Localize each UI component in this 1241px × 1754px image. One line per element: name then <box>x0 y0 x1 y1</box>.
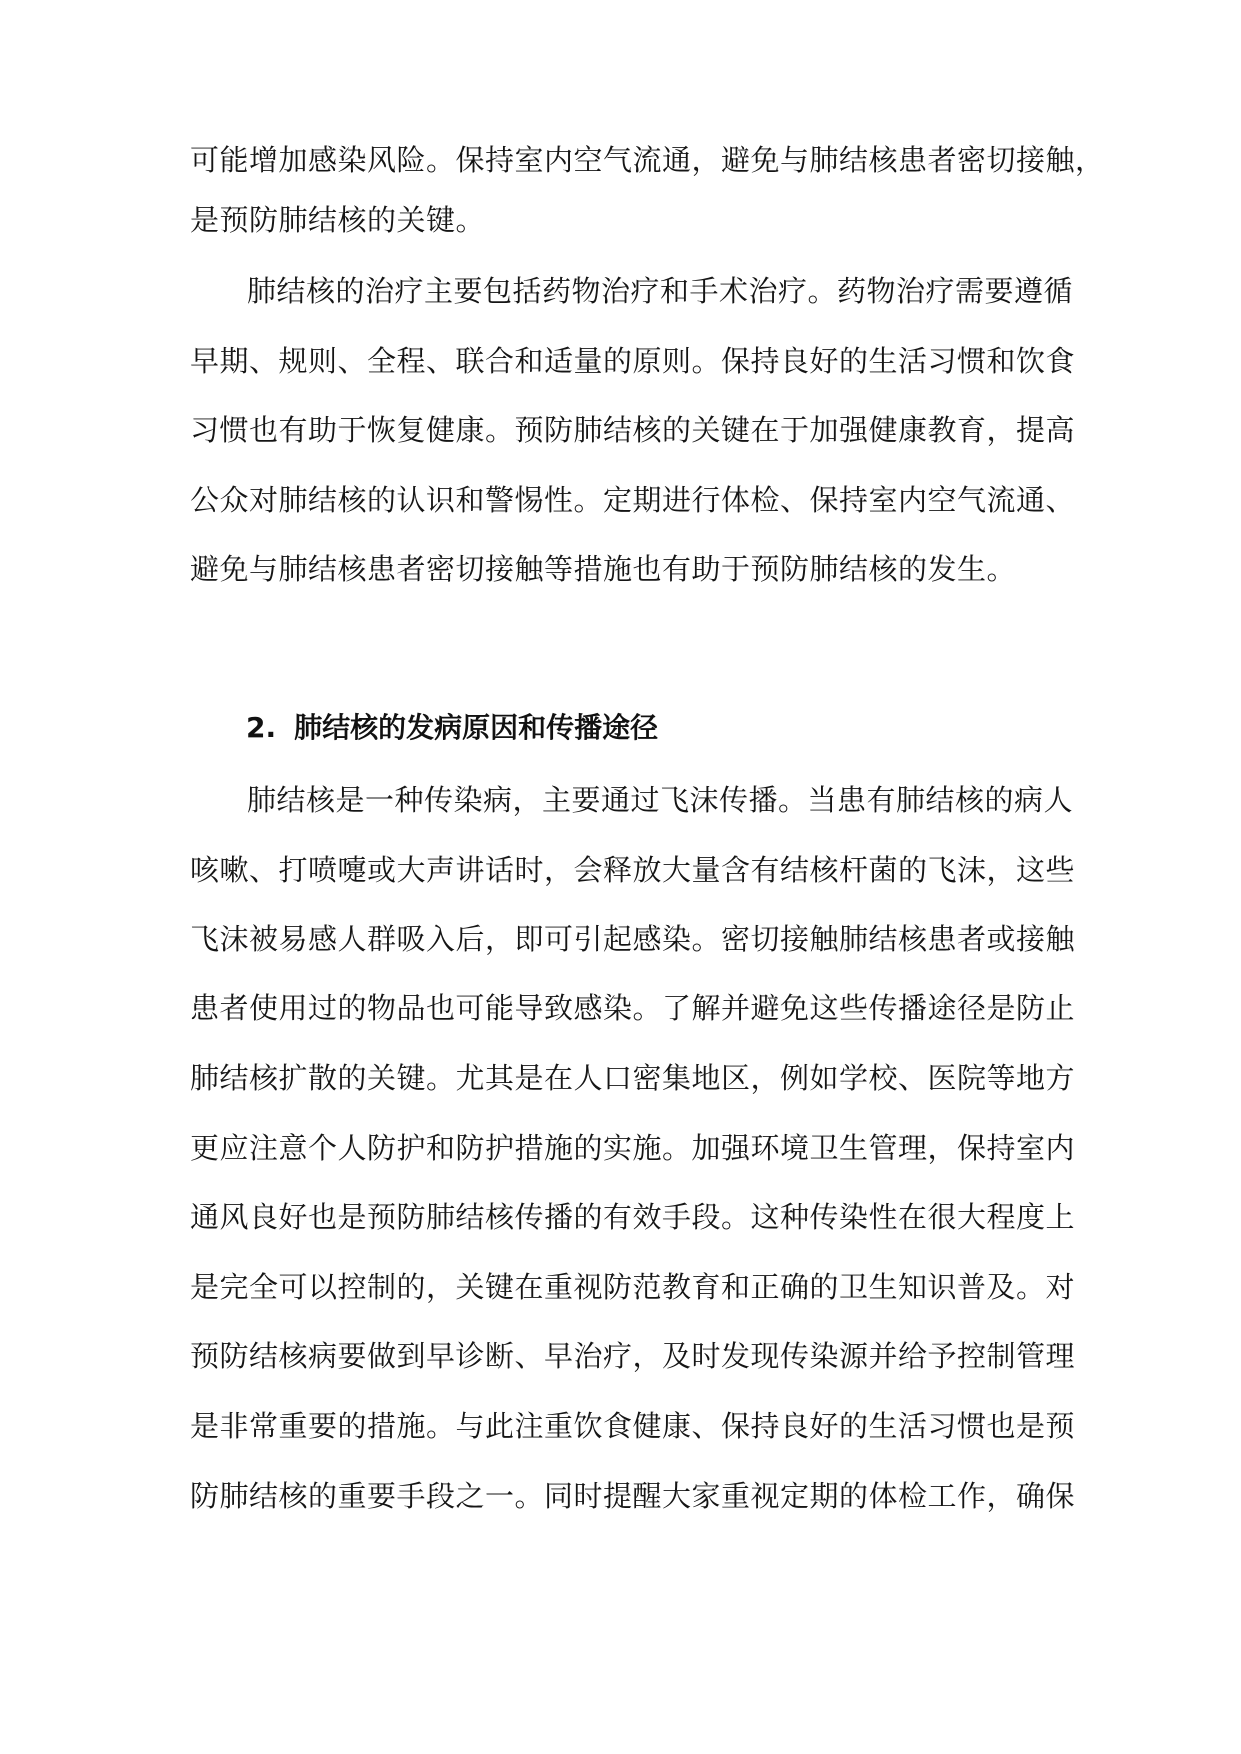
paragraph-3-line-6: 更应注意个人防护和防护措施的实施。加强环境卫生管理，保持室内 <box>190 1131 1076 1165</box>
paragraph-3-line-7: 通风良好也是预防肺结核传播的有效手段。这种传染性在很大程度上 <box>190 1200 1076 1234</box>
paragraph-2-line-2: 早期、规则、全程、联合和适量的原则。保持良好的生活习惯和饮食 <box>190 344 1076 378</box>
section-heading-number: 2. <box>246 711 277 744</box>
paragraph-1-line-1: 可能增加感染风险。保持室内空气流通，避免与肺结核患者密切接触， <box>190 143 1105 177</box>
paragraph-2-line-4: 公众对肺结核的认识和警惕性。定期进行体检、保持室内空气流通、 <box>190 483 1076 517</box>
section-heading-title: 肺结核的发病原因和传播途径 <box>294 711 659 744</box>
paragraph-2-line-5: 避免与肺结核患者密切接触等措施也有助于预防肺结核的发生。 <box>190 552 1017 586</box>
paragraph-3-line-10: 是非常重要的措施。与此注重饮食健康、保持良好的生活习惯也是预 <box>190 1409 1076 1443</box>
paragraph-1-line-2: 是预防肺结核的关键。 <box>190 203 486 237</box>
paragraph-3-line-11: 防肺结核的重要手段之一。同时提醒大家重视定期的体检工作，确保 <box>190 1479 1076 1513</box>
paragraph-3-line-4: 患者使用过的物品也可能导致感染。了解并避免这些传播途径是防止 <box>190 991 1076 1025</box>
paragraph-2-line-3: 习惯也有助于恢复健康。预防肺结核的关键在于加强健康教育，提高 <box>190 413 1076 447</box>
section-heading <box>246 708 658 748</box>
paragraph-3-line-8: 是完全可以控制的，关键在重视防范教育和正确的卫生知识普及。对 <box>190 1270 1076 1304</box>
paragraph-3-line-2: 咳嗽、打喷嚏或大声讲话时，会释放大量含有结核杆菌的飞沫，这些 <box>190 853 1076 887</box>
paragraph-2-line-1: 肺结核的治疗主要包括药物治疗和手术治疗。药物治疗需要遵循 <box>247 274 1074 308</box>
paragraph-3-line-5: 肺结核扩散的关键。尤其是在人口密集地区，例如学校、医院等地方 <box>190 1061 1076 1095</box>
paragraph-3-line-1: 肺结核是一种传染病，主要通过飞沫传播。当患有肺结核的病人 <box>247 783 1074 817</box>
paragraph-3-line-9: 预防结核病要做到早诊断、早治疗，及时发现传染源并给予控制管理 <box>190 1339 1076 1373</box>
paragraph-3-line-3: 飞沫被易感人群吸入后，即可引起感染。密切接触肺结核患者或接触 <box>190 922 1076 956</box>
